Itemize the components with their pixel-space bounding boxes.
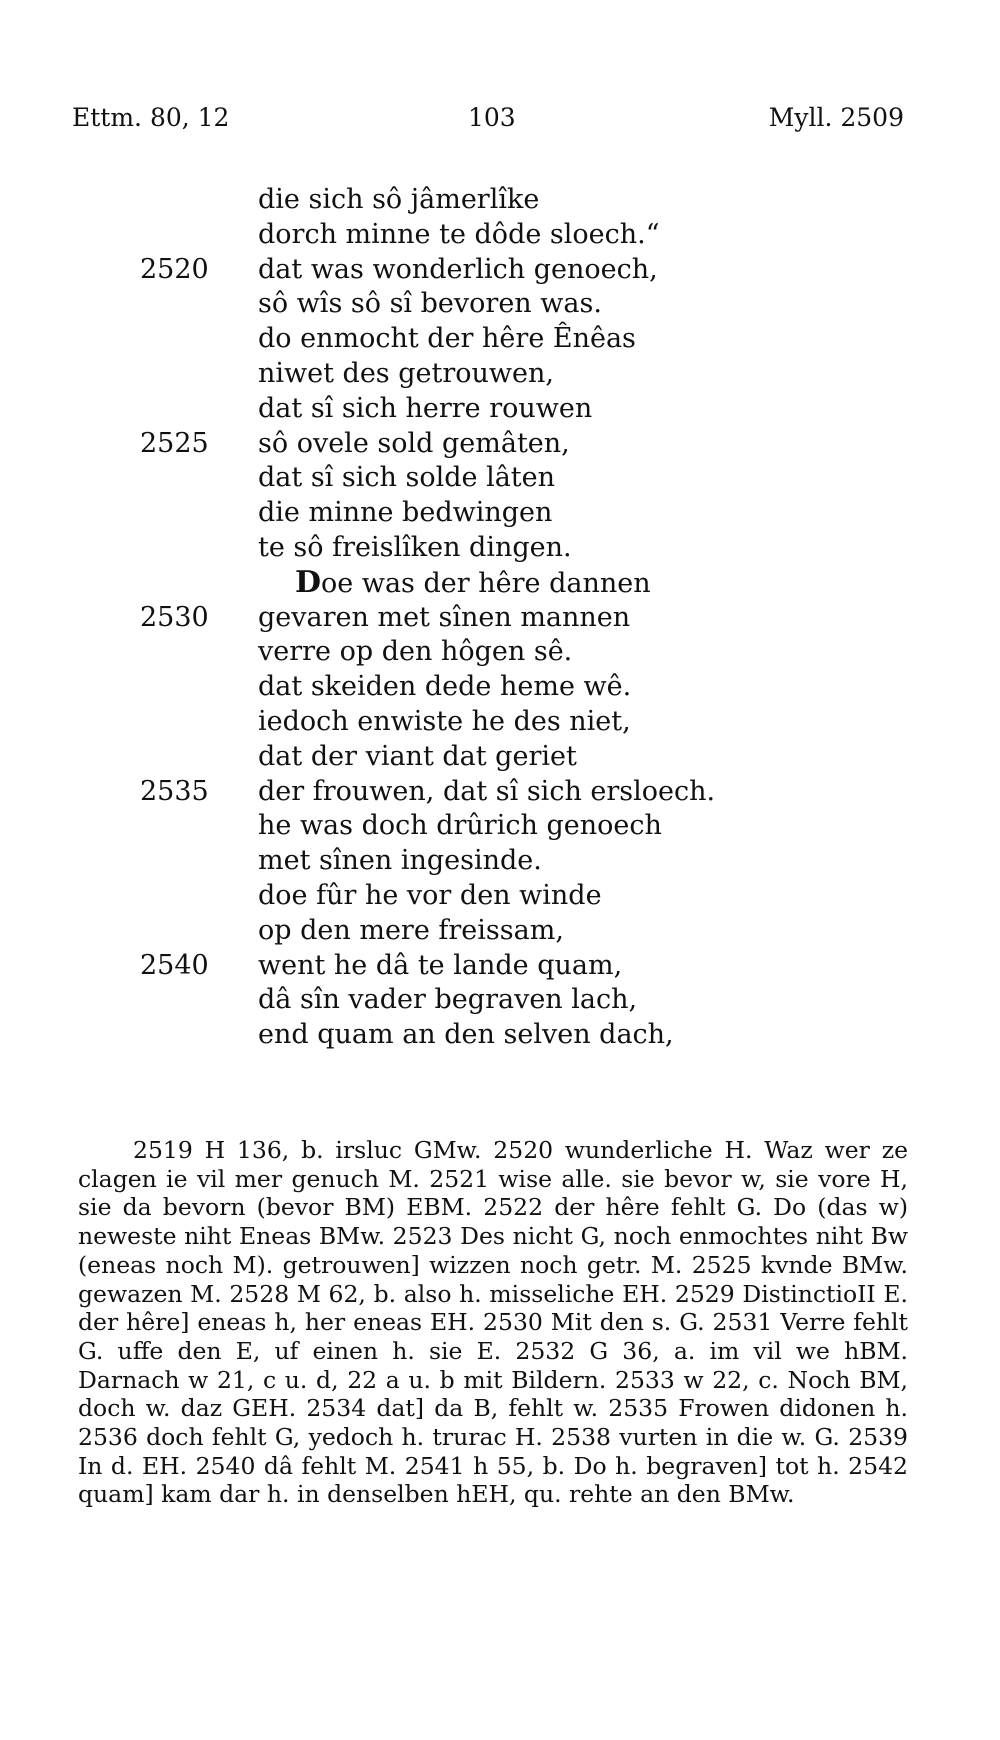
verse-line xyxy=(140,914,940,949)
verse-line xyxy=(140,635,940,670)
verse-line xyxy=(140,740,940,775)
verse-line-text: gevaren met sînen mannen xyxy=(258,601,631,633)
running-header xyxy=(72,103,904,143)
verse-text xyxy=(140,183,940,1053)
verse-line-text: op den mere freissam, xyxy=(258,914,564,946)
verse-line xyxy=(140,183,940,218)
verse-line xyxy=(140,287,940,322)
verse-line xyxy=(140,601,940,636)
verse-line-text: der frouwen, dat sî sich ersloech. xyxy=(258,775,716,807)
verse-line-text: sô wîs sô sî bevoren was. xyxy=(258,288,602,320)
verse-line xyxy=(140,427,940,462)
line-number: 2530 xyxy=(140,601,209,633)
verse-line-text: niwet des getrouwen, xyxy=(258,357,554,389)
critical-apparatus xyxy=(78,1136,908,1509)
verse-line-text: die sich sô jâmerlîke xyxy=(258,184,540,215)
verse-line-text: dat sî sich solde lâten xyxy=(258,462,556,494)
verse-line xyxy=(140,949,940,984)
verse-line-text: end quam an den selven dach, xyxy=(258,1019,674,1051)
verse-line xyxy=(140,1018,940,1053)
verse-line xyxy=(140,461,940,496)
verse-line-text: he was doch drûrich genoech xyxy=(258,810,662,842)
header-left-reference: Ettm. 80, 12 xyxy=(72,103,230,132)
verse-line xyxy=(140,844,940,879)
line-number: 2540 xyxy=(140,949,209,981)
verse-line-text: Doe was der hêre dannen xyxy=(295,564,651,600)
verse-line-text: te sô freislîken dingen. xyxy=(258,531,572,563)
header-right-reference: Myll. 2509 xyxy=(768,103,904,132)
line-number: 2520 xyxy=(140,253,209,285)
verse-line-text: iedoch enwiste he des niet, xyxy=(258,705,631,737)
verse-line-text: went he dâ te lande quam, xyxy=(258,949,623,981)
verse-line-text: verre op den hôgen sê. xyxy=(258,636,573,668)
apparatus-text: 2519 H 136, b. irsluc GMw. 2520 wunderliche H. Waz wer ze clagen ie vil mer genuch M. 2521 wise alle. sie bevor w, sie vore H, sie da bevorn (bevor BM) EBM. 2522 der hêre fehlt G. Do (das w) neweste niht Eneas BMw. 2523 Des nicht G, noch enmochtes niht Bw (eneas noch M). getrouwen] wizzen noch getr. M. 2525 kvnde BMw. gewazen M. 2528 M 62, b. also h. misseliche EH. 2529 DistinctioII E. der hêre] eneas h, her eneas EH. 2530 Mit den s. G. 2531 Verre fehlt G. uffe den E, uf einen h. sie E. 2532 G 36, a. im vil we hBM. Darnach w 21, c u. d, 22 a u. b mit Bildern. 2533 w 22, c. Noch BM, doch w. daz GEH. 2534 dat] da B, fehlt w. 2535 Frowen didonen h. 2536 doch fehlt G, yedoch h. trurac H. 2538 vurten in die w. G. 2539 In d. EH. 2540 dâ fehlt M. 2541 h 55, b. Do h. begraven] tot h. 2542 quam] kam dar h. in denselben hEH, qu. rehte an den BMw. xyxy=(78,1136,908,1509)
verse-line-text: met sînen ingesinde. xyxy=(258,845,542,877)
verse-line xyxy=(140,983,940,1018)
verse-line xyxy=(140,705,940,740)
verse-line xyxy=(140,775,940,810)
verse-line-text: dorch minne te dôde sloech.“ xyxy=(258,218,660,250)
verse-line xyxy=(140,322,940,357)
verse-line xyxy=(140,670,940,705)
verse-line xyxy=(140,566,940,601)
line-number: 2535 xyxy=(140,775,209,807)
line-number: 2525 xyxy=(140,427,209,459)
verse-line-text: die minne bedwingen xyxy=(258,497,553,529)
verse-line xyxy=(140,531,940,566)
verse-line xyxy=(140,218,940,253)
verse-line-text: sô ovele sold gemâten, xyxy=(258,427,570,459)
verse-line-text: dat sî sich herre rouwen xyxy=(258,392,593,424)
verse-line-text: dat der viant dat geriet xyxy=(258,740,577,772)
verse-line xyxy=(140,253,940,288)
page-number: 103 xyxy=(468,103,516,132)
verse-line-text: dat was wonderlich genoech, xyxy=(258,253,658,285)
verse-line xyxy=(140,496,940,531)
verse-line-text: dâ sîn vader begraven lach, xyxy=(258,984,638,1016)
verse-line xyxy=(140,357,940,392)
verse-line xyxy=(140,809,940,844)
verse-line-text: do enmocht der hêre Ênêas xyxy=(258,323,636,355)
verse-line xyxy=(140,392,940,427)
verse-line-text: doe fûr he vor den winde xyxy=(258,879,602,911)
verse-line xyxy=(140,879,940,914)
verse-line-text: dat skeiden dede heme wê. xyxy=(258,671,632,703)
